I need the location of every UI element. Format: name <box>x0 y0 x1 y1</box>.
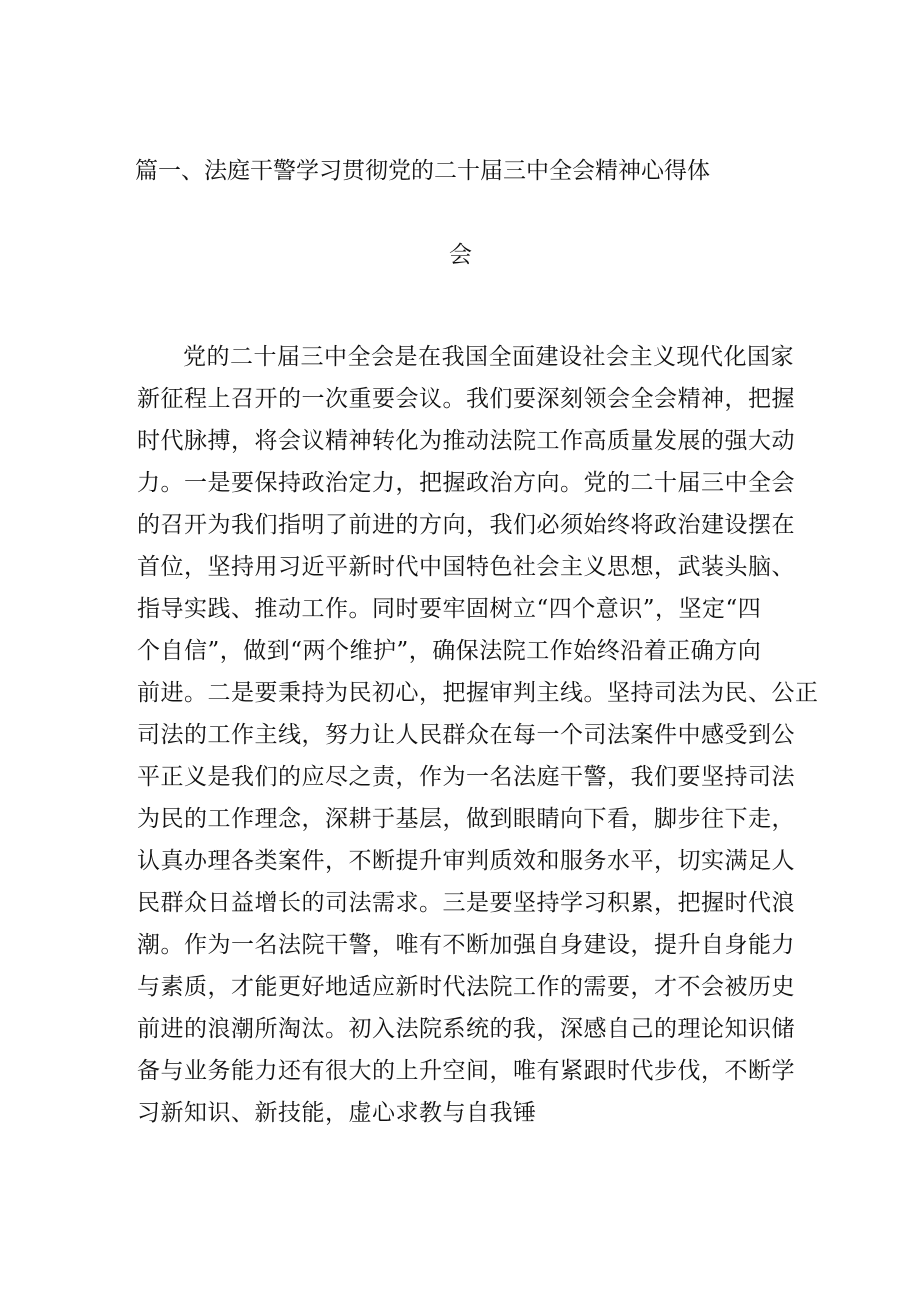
body-line: 个自信”，做到“两个维护”，确保法院工作始终沿着正确方向 <box>137 638 762 664</box>
body-line: 为民的工作理念，深耕于基层，做到眼睛向下看，脚步往下走， <box>137 806 795 832</box>
body-line: 认真办理各类案件，不断提升审判质效和服务水平，切实满足人 <box>137 848 795 874</box>
document-title-line-2: 会 <box>449 242 472 268</box>
body-line: 力。一是要保持政治定力，把握政治方向。党的二十届三中全会 <box>137 470 795 496</box>
body-line: 前进的浪潮所淘汰。初入法院系统的我，深感自己的理论知识储 <box>137 1016 795 1042</box>
document-title-line-1: 篇一、法庭干警学习贯彻党的二十届三中全会精神心得体 <box>135 158 710 184</box>
body-line: 首位，坚持用习近平新时代中国特色社会主义思想，武装头脑、 <box>137 554 795 580</box>
body-line: 时代脉搏，将会议精神转化为推动法院工作高质量发展的强大动 <box>137 428 795 454</box>
body-line: 与素质，才能更好地适应新时代法院工作的需要，才不会被历史 <box>137 974 795 1000</box>
body-line: 司法的工作主线，努力让人民群众在每一个司法案件中感受到公 <box>137 722 795 748</box>
body-line: 前进。二是要秉持为民初心，把握审判主线。坚持司法为民、公正 <box>137 680 819 706</box>
body-line: 潮。作为一名法院干警，唯有不断加强自身建设，提升自身能力 <box>137 932 795 958</box>
body-line: 民群众日益增长的司法需求。三是要坚持学习积累，把握时代浪 <box>137 890 795 916</box>
body-line: 的召开为我们指明了前进的方向，我们必须始终将政治建设摆在 <box>137 512 795 538</box>
body-line: 党的二十届三中全会是在我国全面建设社会主义现代化国家 <box>183 344 794 370</box>
body-paragraph <box>137 336 819 1134</box>
body-line: 新征程上召开的一次重要会议。我们要深刻领会全会精神，把握 <box>137 386 795 412</box>
body-line: 平正义是我们的应尽之责，作为一名法庭干警，我们要坚持司法 <box>137 764 795 790</box>
body-line: 备与业务能力还有很大的上升空间，唯有紧跟时代步伐，不断学 <box>137 1058 795 1084</box>
body-line: 习新知识、新技能，虚心求教与自我锤 <box>137 1100 537 1126</box>
body-line: 指导实践、推动工作。同时要牢固树立“四个意识”，坚定“四 <box>137 596 762 622</box>
